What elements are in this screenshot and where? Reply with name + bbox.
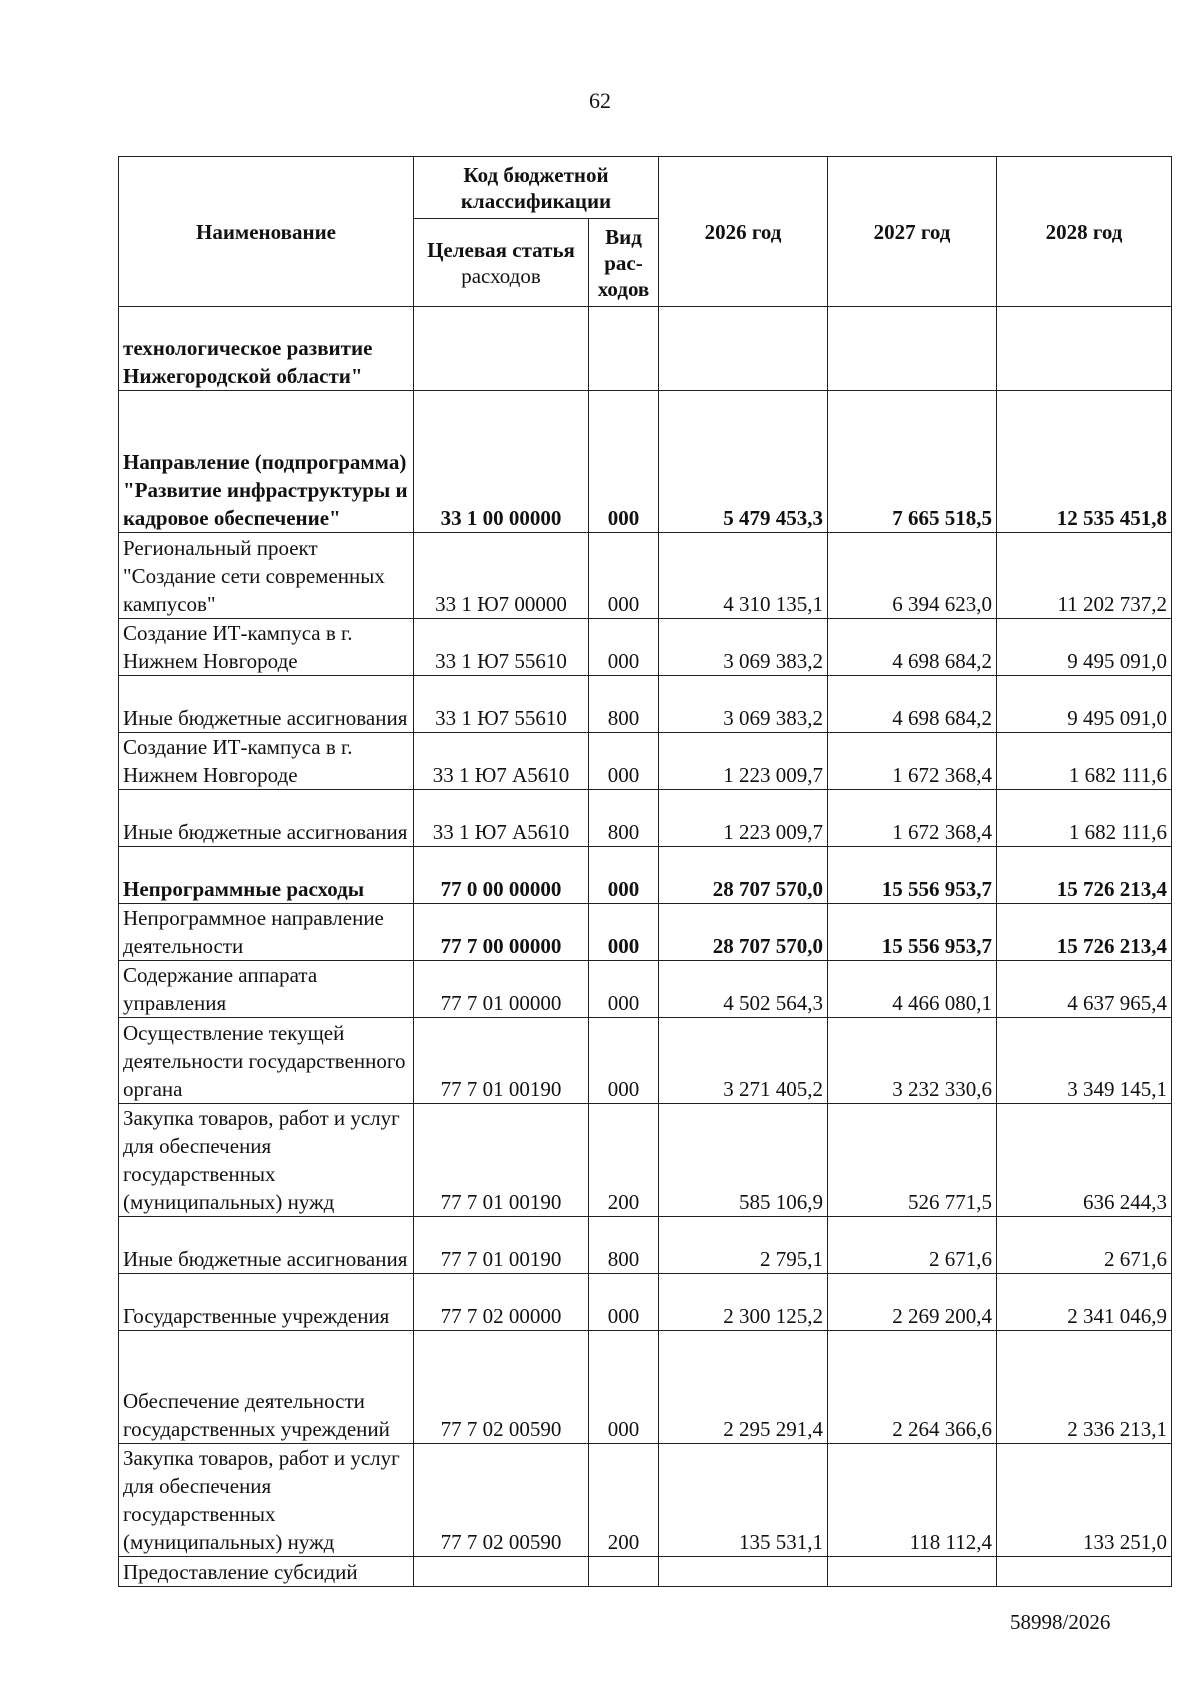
row-kind: 000 [589,1018,659,1104]
row-2027: 4 698 684,2 [828,676,997,733]
header-target-article [414,219,589,307]
table-row [119,904,1172,961]
row-code: 77 0 00 00000 [414,847,589,904]
row-2027: 2 671,6 [828,1217,997,1274]
row-2027: 4 698 684,2 [828,619,997,676]
row-name: Государственные учреждения [119,1274,414,1331]
row-name: Закупка товаров, работ и услуг для обеспечения государственных (муниципальных) нужд [119,1444,414,1557]
row-2027: 526 771,5 [828,1104,997,1217]
row-2028: 11 202 737,2 [997,533,1172,619]
header-name: Наименование [119,157,414,307]
row-2027: 15 556 953,7 [828,904,997,961]
row-2027: 118 112,4 [828,1444,997,1557]
table-row [119,1217,1172,1274]
row-2027 [828,307,997,391]
row-code: 77 7 02 00590 [414,1444,589,1557]
row-2026 [659,1557,828,1587]
row-name: Закупка товаров, работ и услуг для обеспечения государственных (муниципальных) нужд [119,1104,414,1217]
row-2026: 2 295 291,4 [659,1331,828,1444]
row-2027: 6 394 623,0 [828,533,997,619]
row-kind: 000 [589,1331,659,1444]
table-row [119,391,1172,533]
row-2028: 3 349 145,1 [997,1018,1172,1104]
table-row [119,1557,1172,1587]
table-row [119,961,1172,1018]
row-kind: 000 [589,1274,659,1331]
row-code: 77 7 01 00190 [414,1217,589,1274]
budget-table [118,156,1172,1587]
table-row [119,1444,1172,1557]
row-2026 [659,307,828,391]
header-2026: 2026 год [659,157,828,307]
row-code: 77 7 02 00000 [414,1274,589,1331]
row-2026: 3 069 383,2 [659,619,828,676]
row-2028: 1 682 111,6 [997,733,1172,790]
row-name: Иные бюджетные ассигнования [119,790,414,847]
row-2028: 2 341 046,9 [997,1274,1172,1331]
row-2026: 28 707 570,0 [659,904,828,961]
row-2028: 636 244,3 [997,1104,1172,1217]
row-code: 77 7 01 00190 [414,1018,589,1104]
row-code: 33 1 Ю7 А5610 [414,790,589,847]
row-2026: 3 069 383,2 [659,676,828,733]
table-row [119,1018,1172,1104]
row-code: 33 1 00 00000 [414,391,589,533]
row-kind: 000 [589,847,659,904]
row-2027: 7 665 518,5 [828,391,997,533]
row-2026: 28 707 570,0 [659,847,828,904]
row-code: 77 7 01 00000 [414,961,589,1018]
row-2026: 2 300 125,2 [659,1274,828,1331]
row-kind: 000 [589,961,659,1018]
row-2027: 2 264 366,6 [828,1331,997,1444]
row-2027: 3 232 330,6 [828,1018,997,1104]
row-name: Предоставление субсидий [119,1557,414,1587]
row-code [414,307,589,391]
row-2026: 4 502 564,3 [659,961,828,1018]
row-2027: 1 672 368,4 [828,790,997,847]
row-kind: 800 [589,1217,659,1274]
table-row [119,533,1172,619]
row-kind: 000 [589,904,659,961]
header-kind: Вид рас-ходов [589,219,659,307]
table-row [119,1274,1172,1331]
table-row [119,676,1172,733]
row-kind: 200 [589,1104,659,1217]
header-2027: 2027 год [828,157,997,307]
row-kind: 200 [589,1444,659,1557]
row-kind: 000 [589,391,659,533]
row-name: Направление (подпрограмма) "Развитие инфраструктуры и кадровое обеспечение" [119,391,414,533]
row-kind: 000 [589,733,659,790]
row-kind: 800 [589,790,659,847]
row-name: Региональный проект "Создание сети современных кампусов" [119,533,414,619]
table-row [119,1331,1172,1444]
table-row [119,847,1172,904]
row-2027: 2 269 200,4 [828,1274,997,1331]
row-name: Иные бюджетные ассигнования [119,676,414,733]
row-code: 33 1 Ю7 А5610 [414,733,589,790]
row-code [414,1557,589,1587]
header-code-group: Код бюджетной классификации [414,157,659,219]
row-name: Создание ИТ-кампуса в г. Нижнем Новгороде [119,733,414,790]
row-kind [589,307,659,391]
row-name: Непрограммное направление деятельности [119,904,414,961]
table-row [119,307,1172,391]
header-target-article-label: Целевая статья [427,237,575,262]
row-2028: 9 495 091,0 [997,676,1172,733]
row-2028: 9 495 091,0 [997,619,1172,676]
row-2028: 15 726 213,4 [997,847,1172,904]
row-2026: 3 271 405,2 [659,1018,828,1104]
row-2027: 4 466 080,1 [828,961,997,1018]
row-2026: 4 310 135,1 [659,533,828,619]
row-2026: 1 223 009,7 [659,733,828,790]
row-kind [589,1557,659,1587]
header-2028: 2028 год [997,157,1172,307]
page-number: 62 [589,88,611,113]
row-2027: 1 672 368,4 [828,733,997,790]
row-2026: 5 479 453,3 [659,391,828,533]
row-code: 33 1 Ю7 55610 [414,619,589,676]
row-2026: 2 795,1 [659,1217,828,1274]
row-2028: 133 251,0 [997,1444,1172,1557]
row-2028: 2 336 213,1 [997,1331,1172,1444]
row-name: Обеспечение деятельности государственных учреждений [119,1331,414,1444]
row-code: 77 7 01 00190 [414,1104,589,1217]
row-name: Непрограммные расходы [119,847,414,904]
row-2028: 1 682 111,6 [997,790,1172,847]
row-2028 [997,307,1172,391]
row-2026: 1 223 009,7 [659,790,828,847]
row-2028 [997,1557,1172,1587]
table-row [119,619,1172,676]
row-name: Создание ИТ-кампуса в г. Нижнем Новгороде [119,619,414,676]
row-2027: 15 556 953,7 [828,847,997,904]
row-2028: 4 637 965,4 [997,961,1172,1018]
row-name: Содержание аппарата управления [119,961,414,1018]
row-name: Иные бюджетные ассигнования [119,1217,414,1274]
row-2026: 585 106,9 [659,1104,828,1217]
row-name: Осуществление текущей деятельности государственного органа [119,1018,414,1104]
row-2028: 15 726 213,4 [997,904,1172,961]
row-kind: 000 [589,533,659,619]
row-kind: 000 [589,619,659,676]
row-2028: 12 535 451,8 [997,391,1172,533]
row-code: 33 1 Ю7 00000 [414,533,589,619]
table-row [119,1104,1172,1217]
row-kind: 800 [589,676,659,733]
header-target-article-sub: расходов [461,263,541,288]
row-name: технологическое развитие Нижегородской области" [119,307,414,391]
table-row [119,733,1172,790]
row-code: 77 7 00 00000 [414,904,589,961]
row-2027 [828,1557,997,1587]
row-code: 33 1 Ю7 55610 [414,676,589,733]
document-id: 58998/2026 [1010,1610,1111,1634]
row-code: 77 7 02 00590 [414,1331,589,1444]
row-2028: 2 671,6 [997,1217,1172,1274]
table-row [119,790,1172,847]
row-2026: 135 531,1 [659,1444,828,1557]
